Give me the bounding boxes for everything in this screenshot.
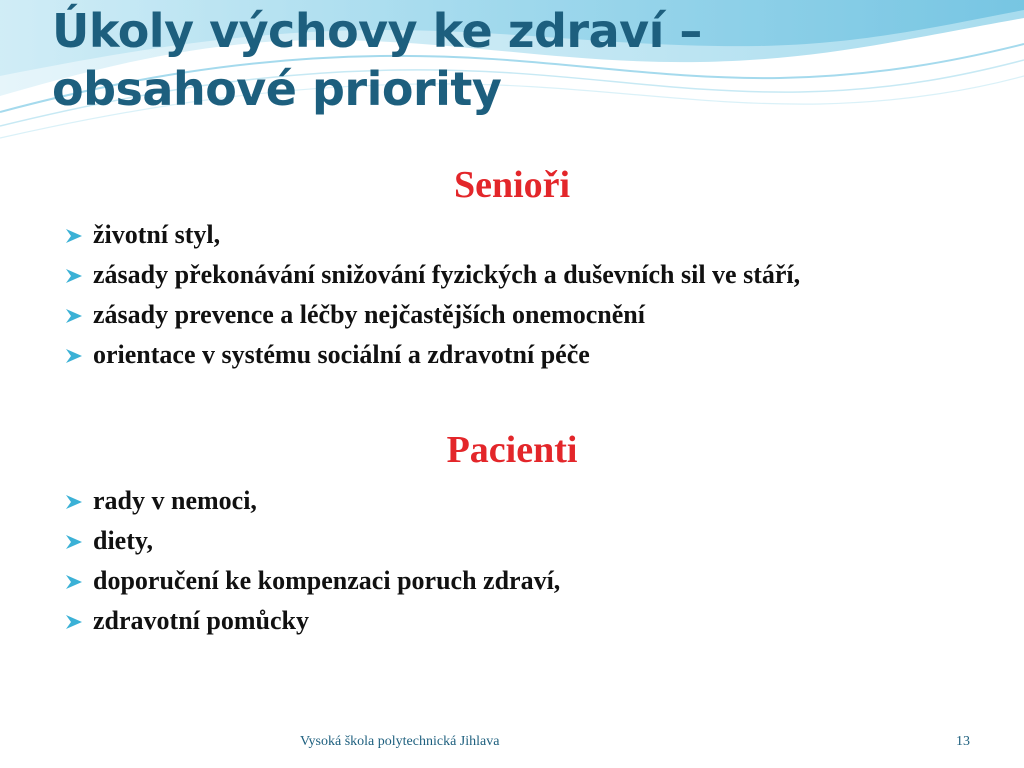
title-line-2: obsahové priority	[52, 62, 502, 116]
section-heading-pacienti: Pacienti	[446, 429, 578, 471]
footer-page-number: 13	[956, 734, 970, 749]
bullet-list-pacienti	[64, 486, 964, 646]
list-item-text: rady v nemoci,	[93, 486, 257, 515]
list-item	[64, 566, 964, 596]
list-item-text: zdravotní pomůcky	[93, 606, 309, 635]
list-item	[64, 340, 964, 370]
arrow-bullet-icon	[64, 613, 84, 631]
arrow-bullet-icon	[64, 573, 84, 591]
list-item-text: diety,	[93, 526, 153, 555]
arrow-bullet-icon	[64, 347, 84, 365]
list-item-text: zásady překonávání snižování fyzických a duševních sil ve stáří,	[93, 260, 801, 289]
arrow-bullet-icon	[64, 493, 84, 511]
list-item-text: doporučení ke kompenzaci poruch zdraví,	[93, 566, 561, 595]
list-item	[64, 486, 964, 516]
footer-institution: Vysoká škola polytechnická Jihlava	[300, 734, 500, 749]
arrow-bullet-icon	[64, 227, 84, 245]
list-item	[64, 526, 964, 556]
bullet-list-seniori	[64, 220, 964, 380]
list-item-text: orientace v systému sociální a zdravotní péče	[93, 340, 590, 369]
list-item	[64, 260, 964, 290]
title-line-1: Úkoly výchovy ke zdraví –	[52, 4, 702, 58]
arrow-bullet-icon	[64, 307, 84, 325]
section-heading-seniori: Senioři	[453, 164, 571, 206]
list-item	[64, 300, 964, 330]
arrow-bullet-icon	[64, 533, 84, 551]
arrow-bullet-icon	[64, 267, 84, 285]
list-item-text: životní styl,	[93, 220, 221, 249]
list-item	[64, 606, 964, 636]
slide-title	[52, 2, 952, 118]
list-item-text: zásady prevence a léčby nejčastějších onemocnění	[93, 300, 645, 329]
list-item	[64, 220, 964, 250]
